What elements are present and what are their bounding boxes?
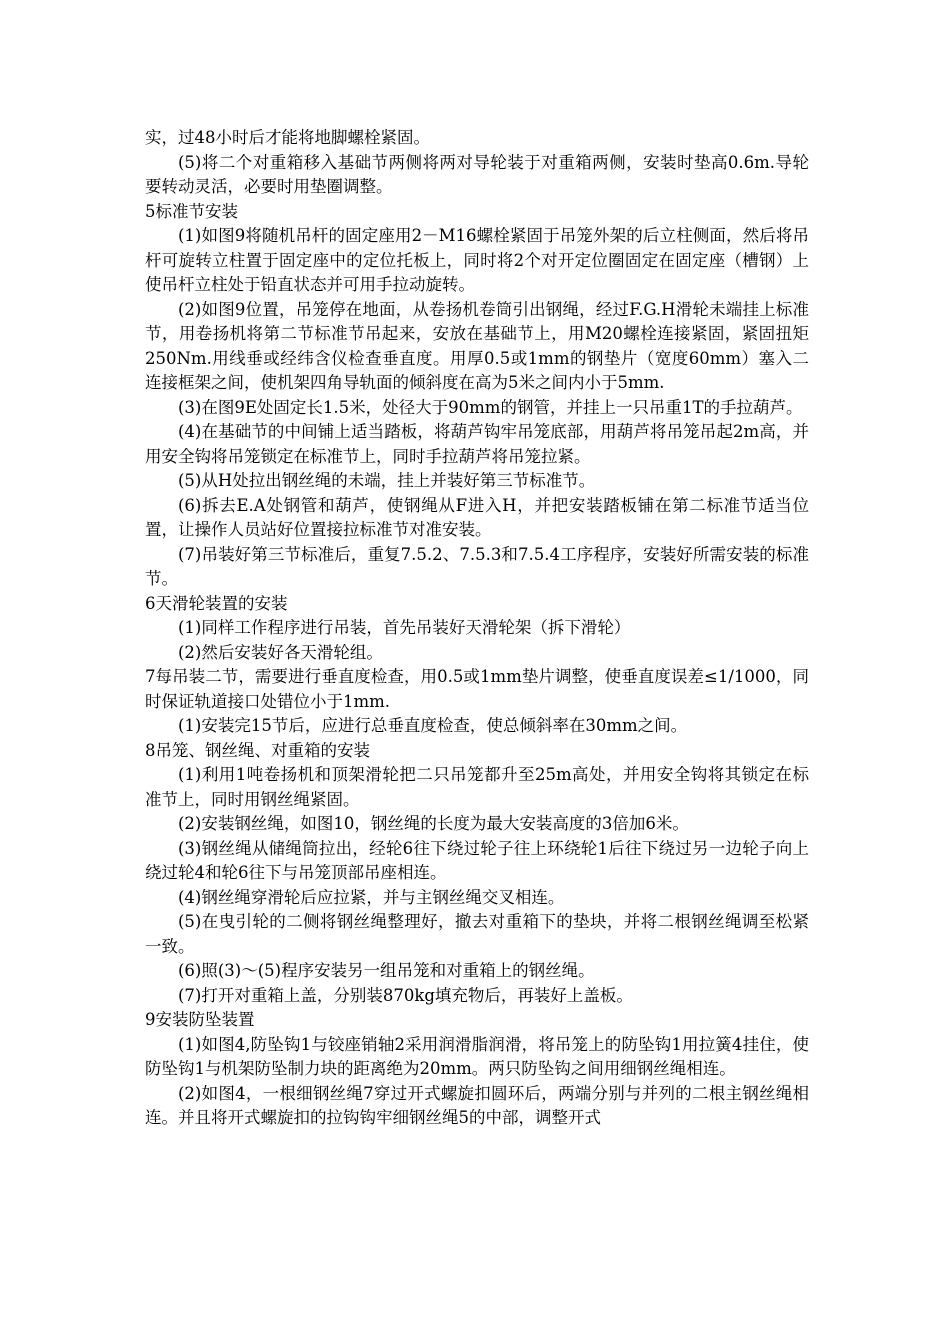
- paragraph: (6)拆去E.A处钢管和葫芦，使钢绳从F进入H，并把安装踏板铺在第二标准节适当位置，让操作人员站好位置接拉标准节对准安装。: [145, 495, 809, 539]
- paragraph: (5)在曳引轮的二侧将钢丝绳整理好，撤去对重箱下的垫块，并将二根钢丝绳调至松紧一致。: [145, 912, 809, 956]
- paragraph: (6)照(3)～(5)程序安装另一组吊笼和对重箱上的钢丝绳。: [178, 961, 595, 980]
- paragraph: (2)如图9位置，吊笼停在地面，从卷扬机卷筒引出钢绳，经过F.G.H滑轮未端挂上标准节，用卷扬机将第二节标准节吊起来，安放在基础节上，用M20螺栓连接紧固，紧固扭矩250Nm.用线垂或经纬含仪检查垂直度。用厚0.5或1mm的钢垫片（宽度60mm）塞入二连接框架之间，使机架四角导轨面的倾斜度在高为5米之间内小于5mm.: [145, 299, 809, 392]
- document-page: [145, 126, 809, 1131]
- paragraph: (4)在基础节的中间铺上适当踏板，将葫芦钩牢吊笼底部，用葫芦将吊笼吊起2m高，并用安全钩将吊笼锁定在标准节上，同时手拉葫芦将吊笼拉紧。: [145, 422, 809, 466]
- paragraph: (1)同样工作程序进行吊装，首先吊装好天滑轮架（拆下滑轮）: [178, 618, 631, 637]
- paragraph: (4)钢丝绳穿滑轮后应拉紧，并与主钢丝绳交叉相连。: [178, 887, 565, 907]
- paragraph: (1)如图4,防坠钩1与铰座销轴2采用润滑脂润滑，将吊笼上的防坠钩1用拉簧4挂住，使防坠钩1与机架防坠制力块的距离绝为20mm。两只防坠钩之间用细钢丝绳相连。: [145, 1034, 809, 1078]
- paragraph: 7每吊装二节，需要进行垂直度检查，用0.5或1mm垫片调整，使垂直度误差≤1/1000，同时保证轨道接口处错位小于1mm.: [145, 667, 809, 711]
- paragraph: (2)然后安装好各天滑轮组。: [178, 642, 383, 662]
- paragraph: (7)吊装好第三节标准后，重复7.5.2、7.5.3和7.5.4工序程序，安装好所需安装的标准节。: [145, 544, 809, 588]
- paragraph: (5)将二个对重箱移入基础节两侧将两对导轮装于对重箱两侧，安装时垫高0.6m.导轮要转动灵活，必要时用垫圈调整。: [145, 152, 809, 196]
- section-heading: 6天滑轮装置的安装: [145, 593, 288, 613]
- paragraph: (2)如图4，一根细钢丝绳7穿过开式螺旋扣圆环后，两端分别与并列的二根主钢丝绳相连。并且将开式螺旋扣的拉钩钩牢细钢丝绳5的中部，调整开式: [145, 1083, 809, 1127]
- paragraph: (1)利用1吨卷扬机和顶架滑轮把二只吊笼都升至25m高处，并用安全钩将其锁定在标准节上，同时用钢丝绳紧固。: [145, 765, 809, 809]
- paragraph: (3)钢丝绳从储绳筒拉出，经轮6往下绕过轮子往上环绕轮1后往下绕过另一边轮子向上绕过轮4和轮6往下与吊笼顶部吊座相连。: [145, 838, 809, 882]
- paragraph: (1)安装完15节后，应进行总垂直度检查，使总倾斜率在30mm之间。: [178, 716, 688, 735]
- section-heading: 8吊笼、钢丝绳、对重箱的安装: [145, 740, 370, 760]
- document-body: [145, 126, 809, 1131]
- paragraph: (7)打开对重箱上盖，分别装870kg填充物后，再装好上盖板。: [178, 985, 633, 1005]
- paragraph: (5)从H处拉出钢丝绳的未端，挂上并装好第三节标准节。: [178, 471, 596, 490]
- paragraph: (1)如图9将随机吊杆的固定座用2－M16螺栓紧固于吊笼外架的后立柱侧面，然后将吊杆可旋转立柱置于固定座中的定位托板上，同时将2个对开定位圈固定在固定座（槽钢）上使吊杆立柱处于铅直状态并可用手拉动旋转。: [145, 226, 809, 294]
- paragraph: 实，过48小时后才能将地脚螺栓紧固。: [145, 128, 430, 147]
- section-heading: 5标准节安装: [145, 201, 238, 221]
- paragraph: (2)安装钢丝绳，如图10，钢丝绳的长度为最大安装高度的3倍加6米。: [178, 814, 689, 833]
- paragraph: (3)在图9E处固定长1.5米，处径大于90mm的钢管，并挂上一只吊重1T的手拉葫芦。: [178, 397, 803, 417]
- section-heading: 9安装防坠装置: [145, 1010, 255, 1029]
